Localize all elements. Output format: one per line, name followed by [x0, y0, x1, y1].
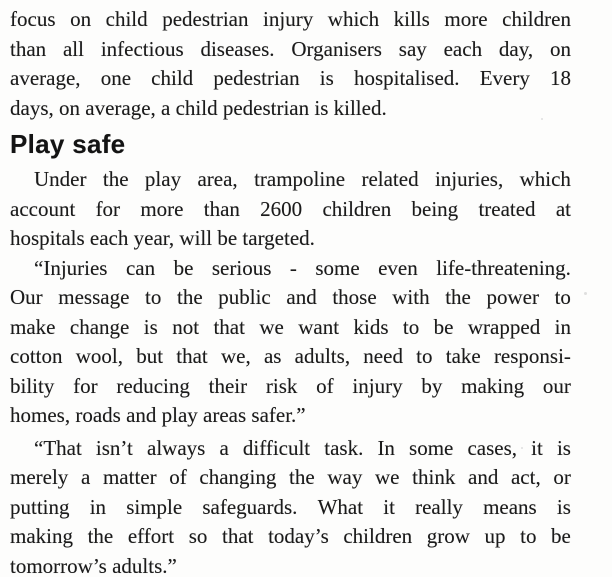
text-line: average, one child pedestrian is hospitalised. Every 18 — [10, 66, 571, 90]
text-line: bility for reducing their risk of injury by making our — [10, 373, 571, 398]
text-line: “Injuries can be serious - some even life-threatening. — [34, 255, 571, 280]
paragraph-quote-task — [10, 434, 571, 577]
text-line: “That isn’t always a difficult task. In some cases, it is — [34, 435, 571, 460]
text-line: make change is not that we want kids to be wrapped in — [10, 314, 571, 339]
text-line: than all infectious diseases. Organisers say each day, on — [10, 36, 571, 61]
text-line: focus on child pedestrian injury which kills more children — [10, 7, 571, 31]
text-line: cotton wool, but that we, as adults, need to take responsi- — [10, 344, 571, 368]
text-line: tomorrow’s adults.” — [10, 553, 177, 577]
section-heading: Play safe — [10, 129, 126, 159]
paragraph-trampoline — [10, 165, 571, 254]
scan-speck — [298, 242, 300, 244]
text-line: Under the play area, trampoline related injuries, which — [34, 167, 571, 191]
text-line: homes, roads and play areas safer.” — [10, 403, 306, 427]
scan-speck — [541, 118, 543, 120]
text-line: hospitals each year, will be targeted. — [10, 226, 315, 250]
scan-speck — [521, 447, 523, 449]
text-line: account for more than 2600 children being treated at — [10, 196, 571, 221]
text-line: putting in simple safeguards. What it really means is — [10, 494, 571, 519]
scan-speck — [584, 292, 587, 295]
paragraph-quote-injuries — [10, 254, 571, 431]
paragraph-intro — [10, 5, 571, 123]
text-line: days, on average, a child pedestrian is killed. — [10, 95, 387, 120]
text-line: merely a matter of changing the way we think and act, or — [10, 465, 571, 489]
text-line: Our message to the public and those with the power to — [10, 285, 571, 309]
text-line: making the effort so that today’s children grow up to be — [10, 524, 571, 548]
